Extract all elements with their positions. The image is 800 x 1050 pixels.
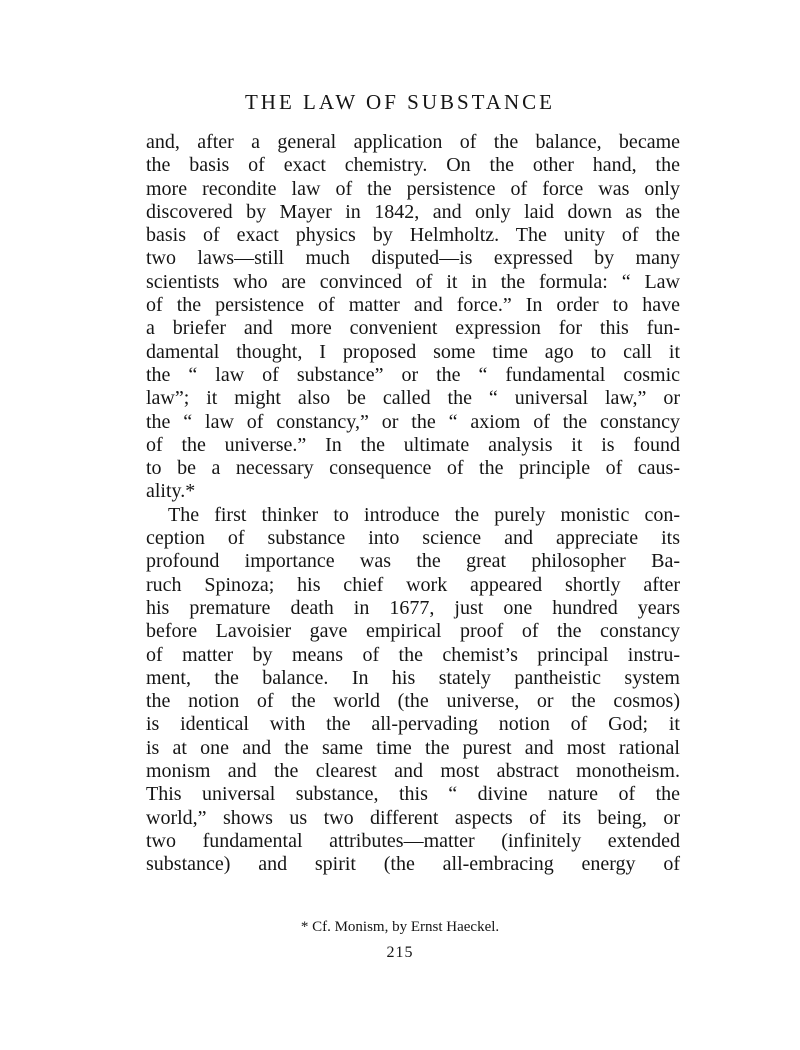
text-line: the “ law of constancy,” or the “ axiom of the constancy [146, 410, 680, 433]
body-text [146, 131, 680, 877]
text-line: two fundamental attributes—matter (infinitely extended [146, 829, 680, 852]
text-line: a briefer and more convenient expression for this fun- [146, 317, 680, 340]
page-number: 215 [386, 944, 414, 961]
text-line: world,” shows us two different aspects of its being, or [146, 806, 680, 829]
text-line: ality.* [146, 480, 196, 503]
running-head: THE LAW OF SUBSTANCE [244, 90, 555, 114]
footnote: * Cf. Monism, by Ernst Haeckel. [300, 919, 500, 935]
text-line: law”; it might also be called the “ universal law,” or [146, 387, 680, 410]
text-line: ruch Spinoza; his chief work appeared shortly after [146, 573, 680, 596]
text-line: The first thinker to introduce the purely monistic con- [168, 503, 680, 526]
text-line: is identical with the all-pervading notion of God; it [146, 713, 680, 736]
text-line: of matter by means of the chemist’s principal instru- [146, 643, 680, 666]
text-line: the notion of the world (the universe, or the cosmos) [146, 690, 680, 713]
text-line: ception of substance into science and appreciate its [146, 527, 680, 550]
text-line: and, after a general application of the balance, became [146, 131, 680, 153]
text-line: more recondite law of the persistence of force was only [146, 177, 680, 200]
text-line: scientists who are convinced of it in the formula: “ Law [146, 270, 680, 293]
text-line: the basis of exact chemistry. On the other hand, the [146, 154, 680, 177]
text-line: monism and the clearest and most abstract monotheism. [146, 760, 680, 783]
text-line: ment, the balance. In his stately pantheistic system [146, 666, 680, 689]
text-line: discovered by Mayer in 1842, and only laid down as the [146, 200, 680, 223]
text-line: of the persistence of matter and force.” In order to have [146, 294, 680, 317]
text-line: two laws—still much disputed—is expressed by many [146, 247, 680, 270]
text-line: his premature death in 1677, just one hundred years [146, 596, 680, 619]
text-line: basis of exact physics by Helmholtz. The unity of the [146, 224, 680, 247]
text-line: of the universe.” In the ultimate analysis it is found [146, 433, 680, 456]
text-line: the “ law of substance” or the “ fundamental cosmic [146, 363, 680, 386]
text-line: is at one and the same time the purest and most rational [146, 736, 680, 759]
text-line: to be a necessary consequence of the principle of caus- [146, 457, 680, 480]
text-line: before Lavoisier gave empirical proof of the constancy [146, 620, 680, 643]
text-line: damental thought, I proposed some time ago to call it [146, 340, 680, 363]
text-line: This universal substance, this “ divine nature of the [146, 783, 680, 806]
text-line: substance) and spirit (the all-embracing energy of [146, 853, 680, 876]
text-line: profound importance was the great philosopher Ba- [146, 550, 680, 573]
